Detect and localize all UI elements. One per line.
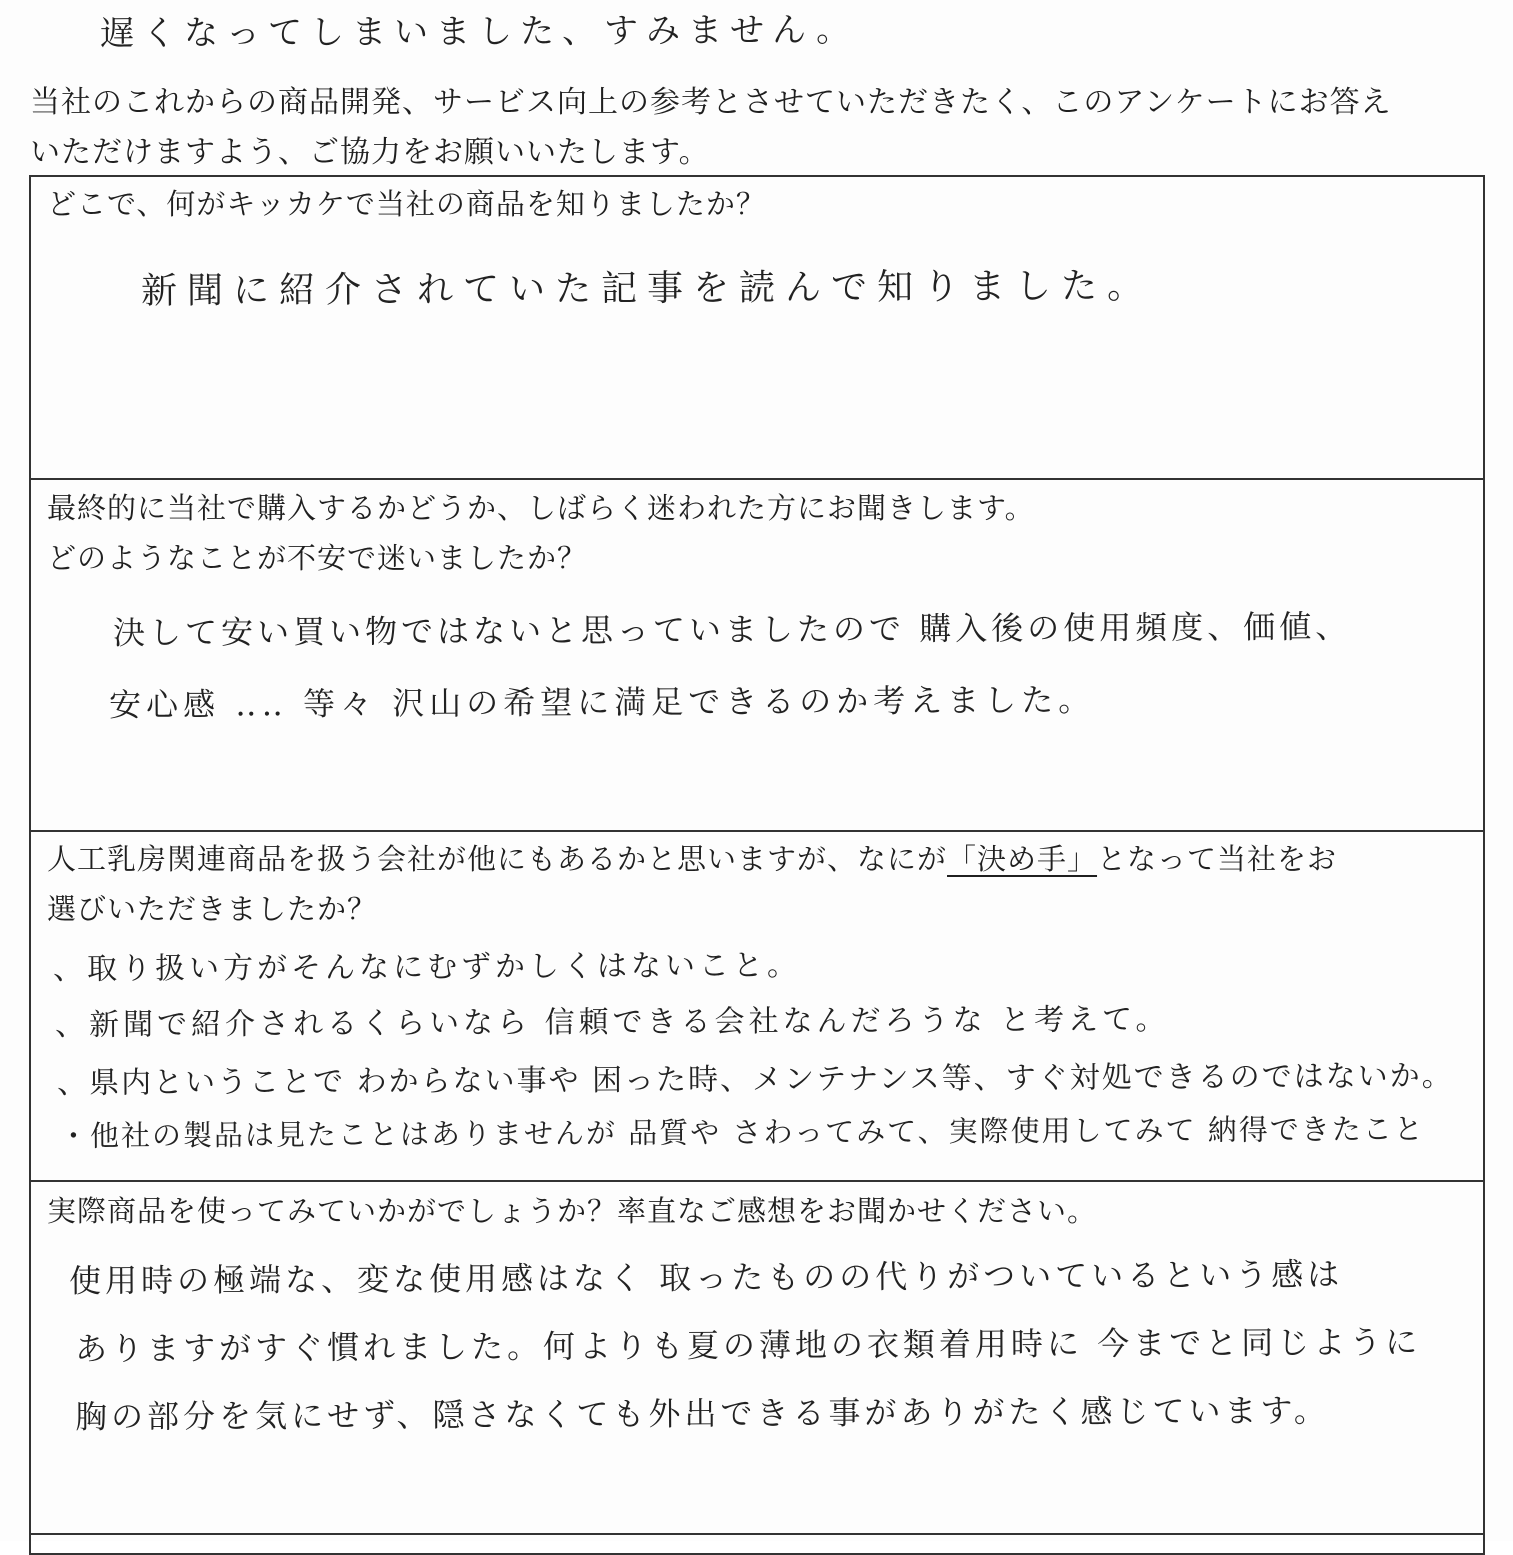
- handwritten-apology-note: 遅くなってしまいました、すみません。: [99, 10, 859, 54]
- answer-hesitation-line-1: 決して安い買い物ではないと思っていましたので 購入後の使用頻度、価値、: [112, 607, 1352, 652]
- answer-how-found: 新聞に紹介されていた記事を読んで知りました。: [140, 265, 1154, 312]
- question-deciding-factor-line-1: [47, 834, 1337, 884]
- question-hesitation-line-1: 最終的に当社で購入するかどうか、しばらく迷われた方にお聞きします。: [47, 491, 1035, 525]
- survey-table: [29, 175, 1485, 1555]
- answer-impressions-line-2: ありますがすぐ慣れました。何よりも夏の薄地の衣類着用時に 今までと同じように: [74, 1322, 1422, 1368]
- section-hesitation: [31, 480, 1483, 832]
- answer-deciding-factor-3: 、県内ということで わからない事や 困った時、メンテナンス等、すぐ対処できるのではないか。: [56, 1058, 1454, 1101]
- answer-hesitation-line-2: 安心感 ‥‥ 等々 沢山の希望に満足できるのか考えました。: [108, 680, 1096, 724]
- section-deciding-factor: [31, 832, 1483, 1182]
- answer-deciding-factor-4: ・他社の製品は見たことはありませんが 品質や さわってみて、実際使用してみて 納得できたこと: [58, 1111, 1425, 1153]
- section-impressions: [31, 1182, 1483, 1535]
- question-deciding-factor-emphasis: 「決め手」: [947, 842, 1098, 876]
- question-deciding-factor-suffix: となって当社をお: [1097, 842, 1338, 876]
- intro-line-1: 当社のこれからの商品開発、サービス向上の参考とさせていただきたく、このアンケートにお答え: [30, 85, 1392, 120]
- survey-intro: [30, 78, 1490, 178]
- question-impressions: 実際商品を使ってみていかがでしょうか？率直なご感想をお聞かせください。: [47, 1194, 1098, 1228]
- intro-line-2: いただけますよう、ご協力をお願いいたします。: [30, 135, 710, 170]
- answer-impressions-line-1: 使用時の極端な、変な使用感はなく 取ったものの代りがついているという感は: [68, 1255, 1344, 1300]
- answer-impressions-line-3: 胸の部分を気にせず、隠さなくても外出できる事がありがたく感じています。: [74, 1391, 1330, 1436]
- question-deciding-factor-prefix: 人工乳房関連商品を扱う会社が他にもあるかと思いますが、なにが: [47, 842, 948, 876]
- question-how-found: どこで、何がキッカケで当社の商品を知りましたか？: [47, 187, 766, 221]
- question-deciding-factor-line-2: 選びいただきましたか？: [47, 892, 378, 926]
- section-how-found: [31, 177, 1483, 480]
- answer-deciding-factor-2: 、新聞で紹介されるくらいなら 信頼できる会社なんだろうな と考えて。: [54, 1002, 1170, 1043]
- answer-deciding-factor-1: 、取り扱い方がそんなにむずかしくはないこと。: [52, 948, 802, 987]
- question-hesitation-line-2: どのようなことが不安で迷いましたか？: [47, 541, 588, 575]
